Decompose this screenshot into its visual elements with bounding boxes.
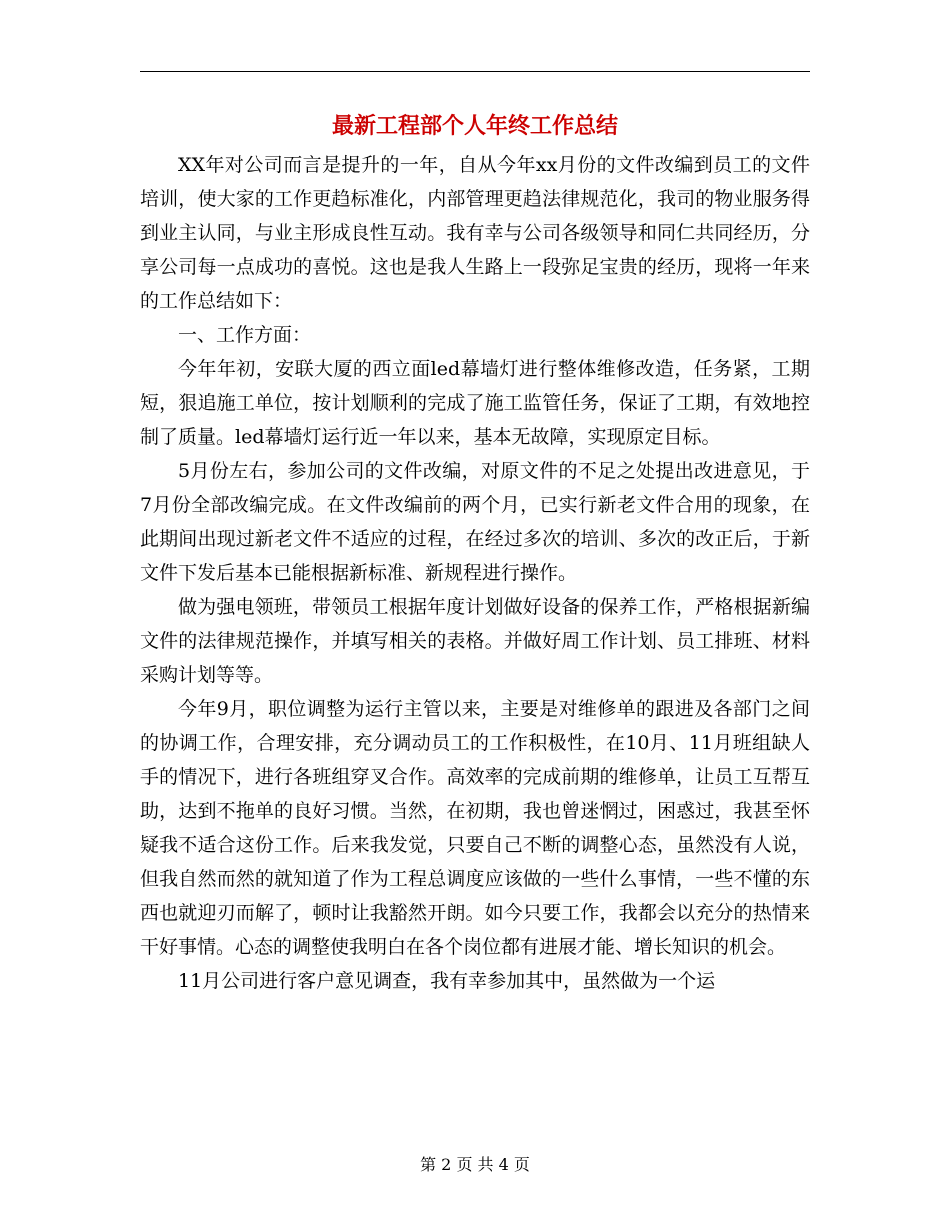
header-rule: [140, 71, 810, 72]
paragraph: 5月份左右，参加公司的文件改编，对原文件的不足之处提出改进意见，于7月份全部改编完成。在文件改编前的两个月，已实行新老文件合用的现象，在此期间出现过新老文件不适应的过程，在经过多次的培训、多次的改正后，于新文件下发后基本已能根据新标准、新规程进行操作。: [140, 460, 810, 584]
document-body: [140, 148, 810, 998]
paragraph: 今年年初，安联大厦的西立面led幕墙灯进行整体维修改造，任务紧，工期短，狠追施工单位，按计划顺利的完成了施工监管任务，保证了工期，有效地控制了质量。led幕墙灯运行近一年以来，基本无故障，实现原定目标。: [140, 358, 810, 448]
section-heading: 一、工作方面：: [178, 324, 312, 346]
paragraph: 今年9月，职位调整为运行主管以来，主要是对维修单的跟进及各部门之间的协调工作，合理安排，充分调动员工的工作积极性，在10月、11月班组缺人手的情况下，进行各班组穿叉合作。高效率的完成前期的维修单，让员工互帮互助，达到不拖单的良好习惯。当然，在初期，我也曾迷惘过，困惑过，我甚至怀疑我不适合这份工作。后来我发觉，只要自己不断的调整心态，虽然没有人说，但我自然而然的就知道了作为工程总调度应该做的一些什么事情，一些不懂的东西也就迎刃而解了，顿时让我豁然开朗。如今只要工作，我都会以充分的热情来干好事情。心态的调整使我明白在各个岗位都有进展才能、增长知识的机会。: [140, 698, 810, 958]
paragraph: 做为强电领班，带领员工根据年度计划做好设备的保养工作，严格根据新编文件的法律规范操作，并填写相关的表格。并做好周工作计划、员工排班、材料采购计划等等。: [140, 596, 810, 686]
paragraph: 11月公司进行客户意见调查，我有幸参加其中，虽然做为一个运: [178, 970, 716, 992]
page-footer: 第 2 页 共 4 页: [420, 1155, 530, 1174]
document-title: 最新工程部个人年终工作总结: [331, 113, 618, 139]
paragraph: XX年对公司而言是提升的一年，自从今年xx月份的文件改编到员工的文件培训，使大家的工作更趋标准化，内部管理更趋法律规范化，我司的物业服务得到业主认同，与业主形成良性互动。我有幸与公司各级领导和同仁共同经历，分享公司每一点成功的喜悦。这也是我人生路上一段弥足宝贵的经历，现将一年来的工作总结如下：: [140, 154, 810, 312]
